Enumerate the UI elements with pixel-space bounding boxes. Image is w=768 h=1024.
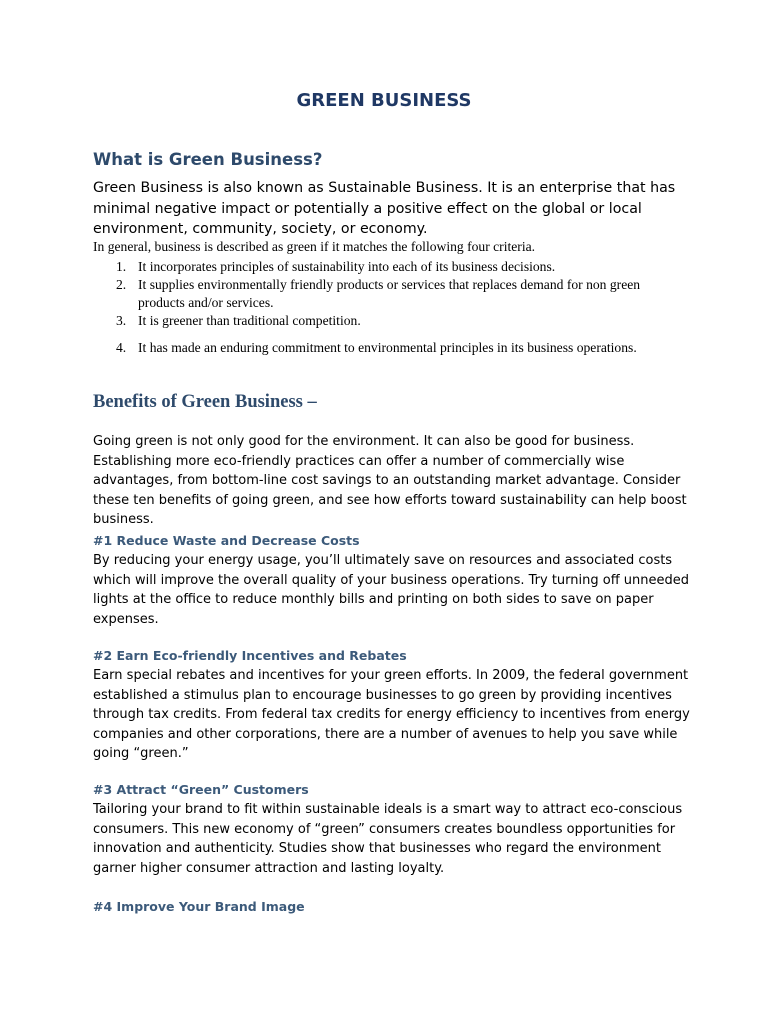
what-is-heading: What is Green Business?: [93, 150, 323, 169]
benefit-heading: #3 Attract “Green” Customers: [93, 782, 309, 797]
criteria-text: It is greener than traditional competition.: [138, 313, 361, 328]
criteria-list: [93, 258, 683, 357]
benefit-paragraph: Earn special rebates and incentives for your green efforts. In 2009, the federal government established a stimulus plan to encourage businesses to go green by providing incentives through tax credits. From federal tax credits for energy efficiency to incentives from energy companies and other corporations, there are a number of avenues to help you save while going “green.”: [93, 668, 690, 761]
benefit-heading: #1 Reduce Waste and Decrease Costs: [93, 533, 360, 548]
benefits-intro-paragraph: Going green is not only good for the environment. It can also be good for business. Establishing more eco-friendly practices can offer a number of commercially wise advantages, from bottom-line cost savings to an outstanding market advantage. Consider these ten benefits of going green, and see how efforts toward sustainability can help boost business.: [93, 434, 687, 527]
criteria-item: [93, 258, 683, 276]
benefit-heading: #2 Earn Eco-friendly Incentives and Rebates: [93, 648, 407, 663]
benefit-paragraph: Tailoring your brand to fit within sustainable ideals is a smart way to attract eco-conscious consumers. This new economy of “green” consumers creates boundless opportunities for innovation and authenticity. Studies show that businesses who regard the environment garner higher consumer attraction and lasting loyalty.: [93, 802, 683, 876]
criteria-item: [93, 339, 683, 357]
document-title: GREEN BUSINESS: [296, 90, 472, 111]
criteria-number: 3.: [116, 313, 127, 328]
benefit-paragraph: By reducing your energy usage, you’ll ultimately save on resources and associated costs which will improve the overall quality of your business operations. Try turning off unneeded lights at the office to reduce monthly bills and printing on both sides to save on paper expenses.: [93, 553, 690, 627]
criteria-number: 4.: [116, 340, 127, 355]
criteria-item: [93, 312, 683, 330]
criteria-item: [93, 276, 683, 312]
intro-paragraph: Green Business is also known as Sustainable Business. It is an enterprise that has minimal negative impact or potentially a positive effect on the global or local environment, community, society, or economy.: [93, 180, 676, 237]
criteria-number: 2.: [116, 277, 127, 292]
criteria-intro: In general, business is described as green if it matches the following four criteria.: [93, 239, 536, 254]
criteria-text: It has made an enduring commitment to environmental principles in its business operations.: [138, 340, 637, 355]
criteria-text: It supplies environmentally friendly products or services that replaces demand for non green products and/or services.: [138, 277, 641, 310]
criteria-text: It incorporates principles of sustainability into each of its business decisions.: [138, 259, 556, 274]
benefit-heading: #4 Improve Your Brand Image: [93, 899, 305, 914]
benefits-heading: Benefits of Green Business –: [93, 392, 317, 412]
criteria-number: 1.: [116, 259, 127, 274]
